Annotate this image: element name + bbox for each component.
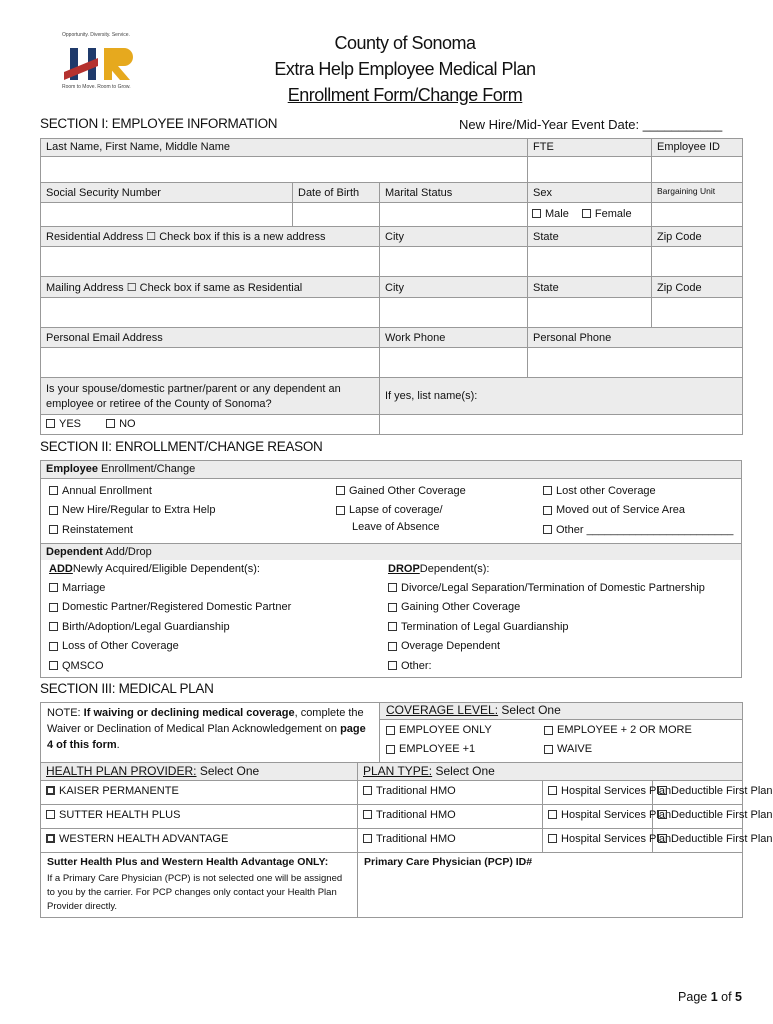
sex-options: [528, 203, 652, 227]
checkbox[interactable]: [386, 745, 395, 754]
checkbox[interactable]: [388, 583, 397, 592]
if-yes-field[interactable]: [380, 415, 743, 435]
provider-sub: Select One: [196, 764, 260, 778]
marital-label: Marital Status: [380, 183, 528, 203]
employee-change-header: [41, 461, 741, 479]
drop-reason-gaining[interactable]: [388, 598, 705, 618]
checkbox[interactable]: [388, 622, 397, 631]
waiver-note: [41, 703, 380, 763]
mail-city-label: City: [380, 277, 528, 298]
note-end: .: [116, 739, 120, 751]
plan-head: PLAN TYPE:: [363, 764, 433, 778]
checkbox[interactable]: [386, 726, 395, 735]
pcp-note-head: Sutter Health Plus and Western Health Advantage ONLY:: [47, 856, 329, 868]
plan-sub: Select One: [432, 764, 495, 778]
no-label: NO: [119, 418, 136, 430]
event-date-field[interactable]: New Hire/Mid-Year Event Date: ___________: [459, 117, 723, 132]
mail-zip-label: Zip Code: [652, 277, 743, 298]
note-prefix: NOTE:: [47, 707, 84, 719]
checkbox[interactable]: [49, 622, 58, 631]
retiree-question-line-2: employee or retiree of the County of Sonoma?: [46, 398, 272, 410]
label: WESTERN HEALTH ADVANTAGE: [59, 833, 229, 845]
dob-field[interactable]: [293, 203, 380, 227]
fte-field[interactable]: [528, 157, 652, 183]
wha-deductible[interactable]: [653, 829, 773, 853]
checkbox[interactable]: [46, 786, 55, 795]
provider-wha[interactable]: [41, 829, 358, 853]
provider-header: [41, 763, 358, 781]
coverage-employee-only[interactable]: [386, 721, 492, 741]
label: Birth/Adoption/Legal Guardianship: [62, 620, 230, 633]
drop-reason-guardianship[interactable]: [388, 617, 705, 637]
checkbox[interactable]: [46, 810, 55, 819]
provider-head: HEALTH PLAN PROVIDER:: [46, 764, 197, 778]
coverage-options: [380, 720, 742, 762]
checkbox[interactable]: [336, 486, 345, 495]
checkbox[interactable]: [543, 486, 552, 495]
label: Marriage: [62, 581, 106, 594]
wha-hmo[interactable]: [358, 829, 543, 853]
no-checkbox[interactable]: [106, 419, 115, 428]
dependent-head-rest: Add/Drop: [102, 546, 152, 558]
coverage-level-header: [380, 703, 742, 720]
female-checkbox[interactable]: [582, 209, 591, 218]
res-state-label: State: [528, 227, 652, 247]
note-bold-2: page 4 of this form: [47, 723, 366, 751]
label: Termination of Legal Guardianship: [401, 620, 569, 633]
employee-head-rest: Enrollment/Change: [97, 463, 196, 475]
res-address-label: Residential Address ☐ Check box if this is a new address: [41, 227, 380, 247]
label: Domestic Partner/Registered Domestic Partner: [62, 601, 292, 614]
checkbox[interactable]: [336, 506, 345, 515]
add-rest: Newly Acquired/Eligible Dependent(s):: [72, 563, 260, 575]
employee-reason-annual[interactable]: [49, 481, 215, 501]
label: EMPLOYEE +1: [399, 743, 476, 756]
drop-heading: [388, 560, 705, 578]
employee-id-field[interactable]: [652, 157, 743, 183]
yes-checkbox[interactable]: [46, 419, 55, 428]
label: Deductible First Plan: [671, 785, 773, 797]
title-line-2: Extra Help Employee Medical Plan: [274, 59, 536, 79]
page-total: 5: [735, 990, 742, 1004]
male-checkbox[interactable]: [532, 209, 541, 218]
leave-of-absence-label: Leave of Absence: [352, 520, 440, 533]
work-phone-label: Work Phone: [380, 328, 528, 348]
checkbox[interactable]: [388, 661, 397, 670]
label: Divorce/Legal Separation/Termination of Domestic Partnership: [401, 581, 705, 594]
note-bold-1: If waiving or declining medical coverage: [83, 707, 295, 719]
logo-tagline-bottom: Room to Move. Room to Grow.: [62, 84, 131, 90]
employee-reason-new-hire[interactable]: [49, 501, 215, 521]
add-bold: ADD: [49, 563, 73, 575]
name-field[interactable]: [41, 157, 528, 183]
retiree-question: [41, 378, 380, 415]
checkbox[interactable]: [388, 642, 397, 651]
coverage-level-cell: [380, 703, 743, 763]
female-label: Female: [594, 208, 632, 220]
kaiser-hospital[interactable]: [543, 781, 672, 805]
label: Gained Other Coverage: [349, 484, 466, 497]
label: QMSCO: [62, 659, 104, 672]
employee-reason-lost[interactable]: [543, 481, 733, 501]
enrollment-change-box: [40, 460, 742, 678]
label: Hospital Services Plan: [561, 785, 672, 797]
employee-reason-moved[interactable]: [543, 501, 733, 521]
page-word: Page: [678, 990, 711, 1004]
page-number: [678, 990, 742, 1004]
if-yes-label: If yes, list name(s):: [380, 378, 743, 415]
mail-city-field[interactable]: [380, 298, 528, 328]
checkbox[interactable]: [388, 603, 397, 612]
drop-reason-divorce[interactable]: [388, 578, 705, 598]
bargaining-label: Bargaining Unit: [652, 183, 743, 203]
title-line-3: Enrollment Form/Change Form: [287, 85, 523, 105]
section-1-title: SECTION I: EMPLOYEE INFORMATION: [40, 116, 278, 131]
add-reason-loss-coverage[interactable]: [49, 637, 291, 657]
medical-plan-table: [40, 702, 773, 918]
provider-sutter[interactable]: [41, 805, 358, 829]
label: SUTTER HEALTH PLUS: [59, 809, 181, 821]
employee-col-3: [543, 481, 733, 540]
page-current: 1: [710, 990, 718, 1004]
label: Deductible First Plan: [671, 833, 773, 845]
drop-dependents-col: [388, 560, 705, 676]
checkbox[interactable]: [543, 525, 552, 534]
checkbox[interactable]: [544, 745, 553, 754]
res-address-field[interactable]: [41, 247, 380, 277]
male-label: Male: [545, 208, 569, 220]
email-field[interactable]: [41, 348, 380, 378]
coverage-employee-plus-1[interactable]: [386, 740, 475, 760]
checkbox[interactable]: [49, 583, 58, 592]
checkbox[interactable]: [49, 486, 58, 495]
label: EMPLOYEE + 2 OR MORE: [557, 724, 692, 737]
kaiser-deductible[interactable]: [653, 781, 773, 805]
res-zip-field[interactable]: [652, 247, 743, 277]
employee-reason-gained[interactable]: [336, 481, 466, 501]
checkbox[interactable]: [49, 525, 58, 534]
of-word: of: [717, 990, 736, 1004]
employee-reason-reinstatement[interactable]: [49, 520, 215, 540]
section-2-title: SECTION II: ENROLLMENT/CHANGE REASON: [40, 439, 323, 454]
provider-kaiser[interactable]: [41, 781, 358, 805]
ssn-field[interactable]: [41, 203, 293, 227]
checkbox[interactable]: [49, 661, 58, 670]
checkbox[interactable]: [544, 726, 553, 735]
checkbox[interactable]: [658, 834, 667, 843]
kaiser-hmo[interactable]: [358, 781, 543, 805]
label: Hospital Services Plan: [561, 833, 672, 845]
checkbox[interactable]: [49, 603, 58, 612]
pcp-id-label: Primary Care Physician (PCP) ID#: [364, 856, 533, 868]
mail-state-label: State: [528, 277, 652, 298]
label: Lost other Coverage: [556, 484, 656, 497]
employee-reason-other[interactable]: [543, 520, 733, 540]
label: Traditional HMO: [376, 833, 456, 845]
employee-col-1: [49, 481, 215, 540]
sutter-hospital[interactable]: [543, 805, 672, 829]
yes-label: YES: [59, 418, 82, 430]
label: Deductible First Plan: [671, 809, 773, 821]
checkbox[interactable]: [49, 506, 58, 515]
drop-reason-other[interactable]: [388, 656, 705, 676]
add-reason-birth[interactable]: [49, 617, 291, 637]
coverage-employee-2-more[interactable]: [544, 721, 692, 741]
employee-head-bold: Employee: [46, 463, 98, 475]
checkbox[interactable]: [363, 834, 372, 843]
mail-address-field[interactable]: [41, 298, 380, 328]
label: WAIVE: [557, 743, 593, 756]
sutter-deductible[interactable]: [653, 805, 773, 829]
retiree-answer: [41, 415, 380, 435]
label: Reinstatement: [62, 523, 133, 536]
pcp-note-body: If a Primary Care Physician (PCP) is not selected one will be assigned to you by the carrier. For PCP changes only contact your Health Plan Provider directly.: [47, 873, 343, 912]
checkbox[interactable]: [363, 810, 372, 819]
checkbox[interactable]: [548, 834, 557, 843]
checkbox[interactable]: [46, 834, 55, 843]
fte-label: FTE: [528, 139, 652, 157]
section-3-title: SECTION III: MEDICAL PLAN: [40, 681, 214, 696]
coverage-waive[interactable]: [544, 740, 592, 760]
form-title: [220, 30, 590, 108]
wha-hospital[interactable]: [543, 829, 672, 853]
pcp-id-field[interactable]: [358, 853, 743, 918]
drop-rest: Dependent(s):: [419, 563, 490, 575]
checkbox[interactable]: [548, 810, 557, 819]
checkbox[interactable]: [548, 786, 557, 795]
retiree-question-line-1: Is your spouse/domestic partner/parent or any dependent an: [46, 383, 341, 395]
label: Overage Dependent: [401, 640, 501, 653]
checkbox[interactable]: [363, 786, 372, 795]
add-dependents-col: [49, 560, 291, 676]
email-label: Personal Email Address: [41, 328, 380, 348]
label: Moved out of Service Area: [556, 504, 686, 517]
work-phone-field[interactable]: [380, 348, 528, 378]
pcp-note: [41, 853, 358, 918]
mail-zip-field[interactable]: [652, 298, 743, 328]
label: Loss of Other Coverage: [62, 640, 179, 653]
label: Other:: [401, 659, 432, 672]
personal-phone-field[interactable]: [528, 348, 743, 378]
add-reason-domestic-partner[interactable]: [49, 598, 291, 618]
checkbox[interactable]: [658, 786, 667, 795]
label: Other ________________________: [556, 523, 734, 536]
bargaining-field[interactable]: [652, 203, 743, 227]
label: EMPLOYEE ONLY: [399, 724, 492, 737]
label: Traditional HMO: [376, 809, 456, 821]
marital-field[interactable]: [380, 203, 528, 227]
name-label: Last Name, First Name, Middle Name: [41, 139, 528, 157]
employee-info-table: [40, 138, 743, 435]
sutter-hmo[interactable]: [358, 805, 543, 829]
res-state-field[interactable]: [528, 247, 652, 277]
note-mid: , complete the Waiver or Declination of Medical Plan Acknowledgement on: [47, 707, 364, 735]
label: Annual Enrollment: [62, 484, 152, 497]
coverage-sub: Select One: [498, 703, 561, 717]
logo-tagline-top: Opportunity. Diversity. Service.: [62, 32, 130, 38]
checkbox[interactable]: [543, 506, 552, 515]
personal-phone-label: Personal Phone: [528, 328, 743, 348]
label: Hospital Services Plan: [561, 809, 672, 821]
employee-id-label: Employee ID: [652, 139, 743, 157]
mail-state-field[interactable]: [528, 298, 652, 328]
res-city-label: City: [380, 227, 528, 247]
employee-col-2: [336, 481, 466, 537]
plan-type-header: [358, 763, 743, 781]
res-zip-label: Zip Code: [652, 227, 743, 247]
drop-bold: DROP: [388, 563, 420, 575]
ssn-label: Social Security Number: [41, 183, 293, 203]
label: Gaining Other Coverage: [401, 601, 521, 614]
checkbox[interactable]: [658, 810, 667, 819]
add-reason-marriage[interactable]: [49, 578, 291, 598]
sex-label: Sex: [528, 183, 652, 203]
dependent-head-bold: Dependent: [46, 546, 103, 558]
label: Lapse of coverage/: [349, 504, 443, 517]
drop-reason-overage[interactable]: [388, 637, 705, 657]
add-reason-qmsco[interactable]: [49, 656, 291, 676]
label: KAISER PERMANENTE: [59, 785, 179, 797]
checkbox[interactable]: [49, 642, 58, 651]
title-line-1: County of Sonoma: [334, 33, 476, 53]
add-heading: [49, 560, 291, 578]
mail-address-label: Mailing Address ☐ Check box if same as Residential: [41, 277, 380, 298]
label: Traditional HMO: [376, 785, 456, 797]
hr-logo-icon: [60, 40, 170, 90]
label: New Hire/Regular to Extra Help: [62, 504, 216, 517]
coverage-head: COVERAGE LEVEL:: [386, 703, 499, 717]
county-hr-logo: [60, 30, 170, 92]
dependent-change-header: [41, 543, 741, 560]
dob-label: Date of Birth: [293, 183, 380, 203]
res-city-field[interactable]: [380, 247, 528, 277]
